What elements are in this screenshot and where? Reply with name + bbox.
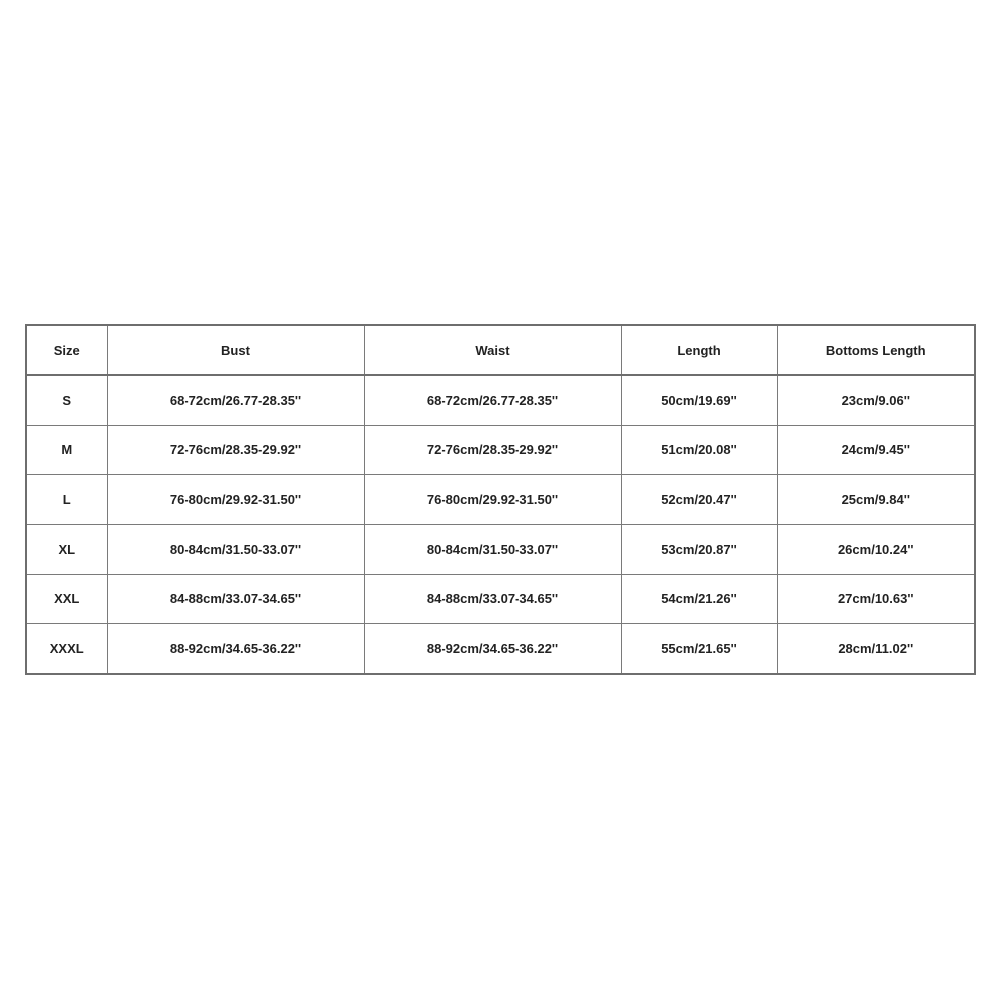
size-chart-table <box>25 324 976 675</box>
cell-length: 54cm/21.26'' <box>621 574 777 624</box>
cell-size: XL <box>26 524 107 574</box>
cell-length: 50cm/19.69'' <box>621 375 777 425</box>
cell-waist: 88-92cm/34.65-36.22'' <box>364 624 621 674</box>
table-row <box>26 425 975 475</box>
cell-size: S <box>26 375 107 425</box>
header-length: Length <box>621 325 777 375</box>
cell-bottoms-length: 23cm/9.06'' <box>777 375 975 425</box>
cell-bust: 76-80cm/29.92-31.50'' <box>107 475 364 525</box>
cell-bottoms-length: 28cm/11.02'' <box>777 624 975 674</box>
cell-bust: 88-92cm/34.65-36.22'' <box>107 624 364 674</box>
cell-length: 51cm/20.08'' <box>621 425 777 475</box>
table-row <box>26 475 975 525</box>
cell-size: XXXL <box>26 624 107 674</box>
cell-size: L <box>26 475 107 525</box>
table-row <box>26 574 975 624</box>
table-row <box>26 524 975 574</box>
cell-bottoms-length: 24cm/9.45'' <box>777 425 975 475</box>
cell-waist: 72-76cm/28.35-29.92'' <box>364 425 621 475</box>
header-waist: Waist <box>364 325 621 375</box>
cell-waist: 76-80cm/29.92-31.50'' <box>364 475 621 525</box>
cell-bust: 68-72cm/26.77-28.35'' <box>107 375 364 425</box>
cell-size: XXL <box>26 574 107 624</box>
header-bottoms-length: Bottoms Length <box>777 325 975 375</box>
cell-waist: 84-88cm/33.07-34.65'' <box>364 574 621 624</box>
cell-bust: 72-76cm/28.35-29.92'' <box>107 425 364 475</box>
header-bust: Bust <box>107 325 364 375</box>
cell-bottoms-length: 27cm/10.63'' <box>777 574 975 624</box>
cell-length: 53cm/20.87'' <box>621 524 777 574</box>
header-size: Size <box>26 325 107 375</box>
cell-bust: 84-88cm/33.07-34.65'' <box>107 574 364 624</box>
table-row <box>26 624 975 674</box>
cell-bust: 80-84cm/31.50-33.07'' <box>107 524 364 574</box>
cell-waist: 80-84cm/31.50-33.07'' <box>364 524 621 574</box>
header-row <box>26 325 975 375</box>
cell-length: 55cm/21.65'' <box>621 624 777 674</box>
cell-bottoms-length: 25cm/9.84'' <box>777 475 975 525</box>
table-row <box>26 375 975 425</box>
cell-length: 52cm/20.47'' <box>621 475 777 525</box>
cell-size: M <box>26 425 107 475</box>
cell-waist: 68-72cm/26.77-28.35'' <box>364 375 621 425</box>
cell-bottoms-length: 26cm/10.24'' <box>777 524 975 574</box>
